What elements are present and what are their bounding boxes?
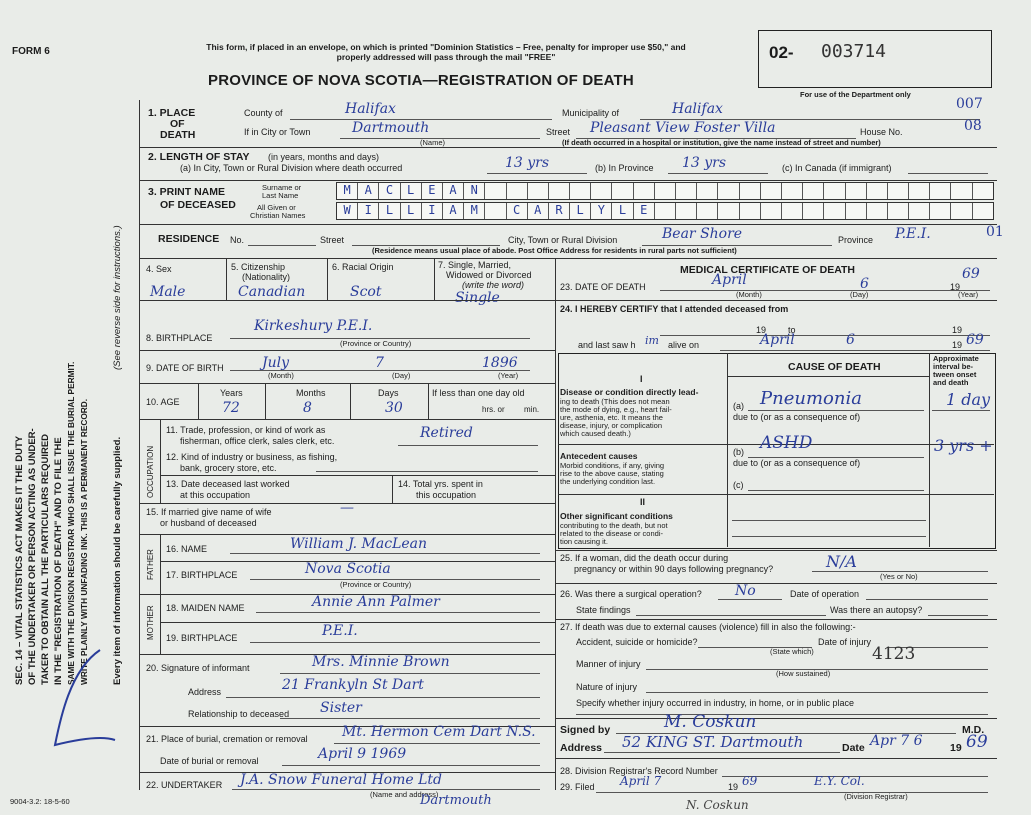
birthplace-label: 8. BIRTHPLACE xyxy=(146,333,213,343)
filed-19: 19 xyxy=(728,782,739,792)
given-grid xyxy=(336,202,994,220)
other-label-1: Other significant conditions xyxy=(560,511,673,521)
signed-year: 69 xyxy=(966,732,988,752)
death-day: 6 xyxy=(860,276,869,292)
signed-label: Signed by xyxy=(560,724,611,736)
name-letter-box xyxy=(697,203,718,219)
name-letter-box: M xyxy=(464,203,485,219)
name-letter-box xyxy=(485,203,506,219)
place-label-1: 1. PLACE xyxy=(148,107,196,119)
name-letter-box xyxy=(591,183,612,199)
last-month: April xyxy=(760,332,795,348)
name-letter-box xyxy=(612,183,633,199)
age-years-label: Years xyxy=(220,388,243,398)
age-months-label: Months xyxy=(296,388,326,398)
name-letter-box: M xyxy=(337,183,358,199)
ante-label-3: rise to the above cause, stating xyxy=(560,469,664,478)
name-letter-box xyxy=(930,183,951,199)
name-letter-box: C xyxy=(379,183,400,199)
residence-no-label: No. xyxy=(230,235,245,245)
nature: Nature of injury xyxy=(576,682,638,692)
cause-a-interval: 1 day xyxy=(946,390,991,409)
last-saw-pronoun: im xyxy=(645,334,659,347)
death-month-label: (Month) xyxy=(736,290,762,299)
undertaker-addr: Dartmouth xyxy=(420,793,492,808)
a26: No xyxy=(735,583,756,599)
name-label-2: OF DECEASED xyxy=(160,199,236,211)
name-letter-box: A xyxy=(443,203,464,219)
name-letter-box: N xyxy=(464,183,485,199)
occ-q12-2: bank, grocery store, etc. xyxy=(180,463,277,473)
mother-side: MOTHER xyxy=(146,605,155,640)
age-label: 10. AGE xyxy=(146,397,180,407)
form-title: PROVINCE OF NOVA SCOTIA—REGISTRATION OF DEATH xyxy=(208,72,634,89)
autopsy: Was there an autopsy? xyxy=(830,605,923,615)
interval-2: interval be- xyxy=(933,362,974,371)
stay-b-label: (b) In Province xyxy=(595,163,654,173)
informant-addr-label: Address xyxy=(188,687,222,697)
citizenship-label-2: (Nationality) xyxy=(242,272,291,282)
registrar-check-mark xyxy=(40,640,120,760)
name-letter-box xyxy=(909,203,930,219)
physician-signature: M. Coskun xyxy=(664,712,757,732)
house-code: 08 xyxy=(964,118,982,134)
state-which: (State which) xyxy=(770,647,814,656)
how-sustained: (How sustained) xyxy=(776,669,831,678)
q24-to: to xyxy=(788,325,796,335)
name-letter-box xyxy=(973,203,993,219)
dept-use: For use of the Department only xyxy=(800,90,911,99)
other-label-2: contributing to the death, but not xyxy=(560,521,668,530)
name-letter-box xyxy=(549,183,570,199)
part-2: II xyxy=(640,497,646,507)
accident: Accident, suicide or homicide? xyxy=(576,637,698,647)
cause-b: ASHD xyxy=(760,433,813,453)
filed-date: April 7 xyxy=(620,774,662,788)
name-letter-box xyxy=(803,203,824,219)
father-side: FATHER xyxy=(146,549,155,580)
mother-bp-label: 19. BIRTHPLACE xyxy=(166,633,238,643)
ante-label-1: Antecedent causes xyxy=(560,451,638,461)
name-letter-box xyxy=(846,203,867,219)
citizenship-label-1: 5. Citizenship xyxy=(231,262,286,272)
name-letter-box xyxy=(973,183,993,199)
burial-place-label: 21. Place of burial, cremation or removal xyxy=(146,734,308,744)
surname-label-2: Last Name xyxy=(262,191,299,200)
sidebar-note2: (See reverse side for instructions.) xyxy=(112,225,123,370)
name-label-1: 3. PRINT NAME xyxy=(148,186,226,198)
given-label-2: Christian Names xyxy=(250,211,306,220)
due-to-1: due to (or as a consequence of) xyxy=(733,412,861,422)
age-months: 8 xyxy=(303,400,312,416)
spouse-label-2: or husband of deceased xyxy=(160,518,257,528)
form-label: FORM 6 xyxy=(12,46,50,57)
name-letter-box xyxy=(718,183,739,199)
surname-grid xyxy=(336,182,994,200)
given-label-1: All Given or xyxy=(257,203,296,212)
medical-title: MEDICAL CERTIFICATE OF DEATH xyxy=(680,264,855,276)
county-label: County of xyxy=(244,108,283,118)
q24-19a: 19 xyxy=(756,325,767,335)
undertaker-value: J.A. Snow Funeral Home Ltd xyxy=(240,772,442,788)
marital-value: Single xyxy=(455,290,500,306)
part-1: I xyxy=(640,374,643,384)
name-letter-box: L xyxy=(379,203,400,219)
dob-label: 9. DATE OF BIRTH xyxy=(146,363,224,373)
city-label: If in City or Town xyxy=(244,127,311,137)
father-prov: (Province or Country) xyxy=(340,580,412,589)
occ-q13-2: at this occupation xyxy=(180,490,251,500)
undertaker-name-addr: (Name and address) xyxy=(370,790,439,799)
marital-label-2: Widowed or Divorced xyxy=(446,270,532,280)
stay-sub: (in years, months and days) xyxy=(268,152,380,162)
surname-label-1: Surname or xyxy=(262,183,302,192)
informant-rel: Sister xyxy=(320,700,362,716)
q28: 28. Division Registrar's Record Number xyxy=(560,766,718,776)
last-saw-alive: alive on xyxy=(668,340,700,350)
name-letter-box: A xyxy=(443,183,464,199)
name-letter-box xyxy=(867,203,888,219)
name-letter-box: A xyxy=(528,203,549,219)
sidebar-line: IN THE "REGISTRATION OF DEATH" AND TO FILE THE xyxy=(53,437,64,685)
informant-rel-label: Relationship to deceased xyxy=(188,709,290,719)
name-letter-box: L xyxy=(612,203,633,219)
dob-year: 1896 xyxy=(482,355,518,371)
stay-b-value: 13 yrs xyxy=(682,155,727,171)
name-letter-box: Y xyxy=(591,203,612,219)
last-saw-label: and last saw h xyxy=(578,340,636,350)
name-letter-box: L xyxy=(401,183,422,199)
due-to-2: due to (or as a consequence of) xyxy=(733,458,861,468)
age-years: 72 xyxy=(222,400,240,416)
stay-label: 2. LENGTH OF STAY xyxy=(148,151,250,163)
burial-date-label: Date of burial or removal xyxy=(160,756,259,766)
other-label-3: related to the disease or condi- xyxy=(560,529,663,538)
name-letter-box xyxy=(930,203,951,219)
yes-no-25: (Yes or No) xyxy=(880,572,918,581)
name-letter-box xyxy=(824,183,845,199)
city-value: Dartmouth xyxy=(352,120,430,136)
name-letter-box xyxy=(718,203,739,219)
bottom-name: N. Coskun xyxy=(686,798,749,812)
date-label: Date xyxy=(842,742,865,754)
sidebar-line: TAKER TO OBTAIN ALL THE PARTICULARS REQUIRED xyxy=(40,433,51,685)
name-letter-box xyxy=(676,203,697,219)
citizenship-value: Canadian xyxy=(238,284,306,300)
dob-year-label: (Year) xyxy=(498,371,519,380)
name-letter-box xyxy=(909,183,930,199)
sidebar-instructions xyxy=(14,130,144,690)
q24-19b: 19 xyxy=(952,325,963,335)
father-bp-label: 17. BIRTHPLACE xyxy=(166,570,238,580)
undertaker-label: 22. UNDERTAKER xyxy=(146,780,223,790)
date-inj: Date of injury xyxy=(818,637,872,647)
street-label: Street xyxy=(546,127,571,137)
mother-maiden: Annie Ann Palmer xyxy=(312,594,440,610)
occ-q13-1: 13. Date deceased last worked xyxy=(166,479,290,489)
sidebar-note: Every item of information should be carefully supplied. xyxy=(112,436,123,685)
name-letter-box xyxy=(740,183,761,199)
name-letter-box: I xyxy=(358,203,379,219)
street-value: Pleasant View Foster Villa xyxy=(590,120,776,136)
footer-code: 9004-3.2: 18-5-60 xyxy=(10,797,70,806)
death-day-label: (Day) xyxy=(850,290,869,299)
sex-label: 4. Sex xyxy=(146,264,172,274)
min-label: min. xyxy=(524,405,540,414)
name-letter-box: R xyxy=(549,203,570,219)
residence-code: 01 xyxy=(986,224,1004,240)
residence-street-label: Street xyxy=(320,235,345,245)
q27: 27. If death was due to external causes (violence) fill in also the following:- xyxy=(560,622,856,632)
reg-prefix: 02- xyxy=(769,43,794,62)
q24-label: 24. I HEREBY CERTIFY that I attended deceased from xyxy=(560,304,789,314)
place-label-3: DEATH xyxy=(160,129,196,141)
residence-city-label: City, Town or Rural Division xyxy=(508,235,618,245)
informant-sig-label: 20. Signature of informant xyxy=(146,663,250,673)
name-letter-box xyxy=(570,183,591,199)
name-letter-box xyxy=(782,183,803,199)
burial-date: April 9 1969 xyxy=(318,746,407,762)
name-letter-box xyxy=(761,203,782,219)
disease-label-2: ing to death (This does not mean xyxy=(560,397,670,406)
name-letter-box xyxy=(655,203,676,219)
code-4123: 4123 xyxy=(872,644,916,664)
marital-label-1: 7. Single, Married, xyxy=(438,260,512,270)
cause-a: Pneumonia xyxy=(760,388,862,409)
occ-q14-1: 14. Total yrs. spent in xyxy=(398,479,483,489)
disease-label-1: Disease or condition directly lead- xyxy=(560,387,699,397)
cause-b-label: (b) xyxy=(733,447,744,457)
name-letter-box xyxy=(485,183,506,199)
last-19: 19 xyxy=(952,340,963,350)
ante-label-4: the underlying condition last. xyxy=(560,477,656,486)
manner: Manner of injury xyxy=(576,659,641,669)
death-year-label: (Year) xyxy=(958,290,979,299)
death-year: 69 xyxy=(962,266,980,282)
muni-code: 007 xyxy=(956,96,983,112)
mother-maiden-label: 18. MAIDEN NAME xyxy=(166,603,245,613)
residence-label: RESIDENCE xyxy=(158,233,220,245)
name-letter-box xyxy=(867,183,888,199)
racial-label: 6. Racial Origin xyxy=(332,262,394,272)
name-letter-box xyxy=(888,183,909,199)
sidebar-line: WRITE PLAINLY WITH UNFADING INK. THIS IS A PERMANENT RECORD. xyxy=(79,398,89,685)
name-letter-box xyxy=(846,183,867,199)
signed-19: 19 xyxy=(950,742,962,754)
stay-a-label: (a) In City, Town or Rural Division where death occurred xyxy=(180,163,403,173)
informant-sig: Mrs. Minnie Brown xyxy=(312,654,450,670)
spouse-label-1: 15. If married give name of wife xyxy=(146,507,272,517)
disease-label-3: the mode of dying, e.g., heart fail- xyxy=(560,405,672,414)
header-notice: This form, if placed in an envelope, on which is printed "Dominion Statistics – Free, penalty for improper use $50," and properly addressed will pass through the mail "FREE" xyxy=(206,42,686,62)
registrar-sig: E.Y. Col. xyxy=(814,774,865,788)
name-letter-box: W xyxy=(337,203,358,219)
racial-value: Scot xyxy=(350,284,382,300)
occ-q12-1: 12. Kind of industry or business, as fishing, xyxy=(166,452,338,462)
sex-value: Male xyxy=(150,284,186,300)
stay-c-label: (c) In Canada (if immigrant) xyxy=(782,163,892,173)
registrar-label: (Division Registrar) xyxy=(844,792,908,801)
registration-number-box xyxy=(758,30,992,88)
father-name: William J. MacLean xyxy=(290,536,428,552)
name-letter-box: E xyxy=(422,183,443,199)
birthplace-value: Kirkeshury P.E.I. xyxy=(254,318,373,334)
disease-label-6: which caused death.) xyxy=(560,429,631,438)
father-bp: Nova Scotia xyxy=(305,561,391,577)
q23-label: 23. DATE OF DEATH xyxy=(560,282,646,292)
other-label-4: tion causing it. xyxy=(560,537,608,546)
q29: 29. Filed xyxy=(560,782,595,792)
name-letter-box: C xyxy=(507,203,528,219)
interval-1: Approximate xyxy=(933,354,979,363)
interval-4: and death xyxy=(933,378,969,387)
mother-bp: P.E.I. xyxy=(322,623,358,639)
name-letter-box xyxy=(888,203,909,219)
name-letter-box xyxy=(528,183,549,199)
age-days-label: Days xyxy=(378,388,399,398)
cause-title: CAUSE OF DEATH xyxy=(788,361,881,373)
marital-label-3: (write the word) xyxy=(462,280,525,290)
name-letter-box: I xyxy=(422,203,443,219)
stay-a-value: 13 yrs xyxy=(505,155,550,171)
municipality-label: Municipality of xyxy=(562,108,620,118)
name-letter-box xyxy=(676,183,697,199)
name-letter-box xyxy=(655,183,676,199)
filed-year: 69 xyxy=(742,774,758,788)
occ-q14-2: this occupation xyxy=(416,490,477,500)
residence-province: P.E.I. xyxy=(895,226,931,242)
cause-b-interval: 3 yrs + xyxy=(934,436,993,455)
md-label: M.D. xyxy=(962,724,985,736)
signed-date: Apr 7 6 xyxy=(870,733,923,749)
disease-label-5: disease, injury, or complication xyxy=(560,421,662,430)
spouse-value: — xyxy=(340,500,354,516)
date-op: Date of operation xyxy=(790,589,860,599)
specify: Specify whether injury occurred in industry, in home, or in public place xyxy=(576,698,854,708)
name-letter-box: E xyxy=(634,203,655,219)
occupation-side: OCCUPATION xyxy=(146,445,155,498)
name-letter-box: L xyxy=(570,203,591,219)
name-letter-box xyxy=(951,183,972,199)
q26: 26. Was there a surgical operation? xyxy=(560,589,702,599)
dob-day-label: (Day) xyxy=(392,371,411,380)
place-label-2: OF xyxy=(170,118,185,130)
ante-label-2: Morbid conditions, if any, giving xyxy=(560,461,665,470)
name-letter-box xyxy=(634,183,655,199)
name-letter-box: A xyxy=(358,183,379,199)
sidebar-line: OF THE UNDERTAKER OR PERSON ACTING AS UNDER- xyxy=(27,428,38,685)
name-letter-box xyxy=(507,183,528,199)
father-name-label: 16. NAME xyxy=(166,544,208,554)
informant-addr: 21 Frankyln St Dart xyxy=(282,677,424,693)
death-year-prefix: 19 xyxy=(950,282,961,292)
dob-month: July xyxy=(262,355,290,371)
sidebar-line: SEC. 14 – VITAL STATISTICS ACT MAKES IT THE DUTY xyxy=(14,435,25,685)
occ-q11-1: 11. Trade, profession, or kind of work as xyxy=(166,425,326,435)
name-note: (Name) xyxy=(420,138,446,147)
q25-2: pregnancy or within 90 days following pregnancy? xyxy=(574,564,774,574)
name-letter-box xyxy=(782,203,803,219)
name-letter-box xyxy=(740,203,761,219)
state-findings: State findings xyxy=(576,605,631,615)
residence-city: Bear Shore xyxy=(662,226,743,242)
less-day: If less than one day old xyxy=(432,388,525,398)
cause-c-label: (c) xyxy=(733,480,744,490)
house-label: House No. xyxy=(860,127,903,137)
place-note: (If death occurred in a hospital or institution, give the name instead of street and number) xyxy=(562,138,881,147)
name-letter-box xyxy=(803,183,824,199)
occ-q11-2: fisherman, office clerk, sales clerk, etc. xyxy=(180,436,335,446)
disease-label-4: ure, asthenia, etc. It means the xyxy=(560,413,663,422)
sidebar-line: SAME WITH THE DIVISION REGISTRAR WHO SHALL ISSUE THE BURIAL PERMIT. xyxy=(66,361,76,685)
interval-3: tween onset xyxy=(933,370,977,379)
name-letter-box xyxy=(951,203,972,219)
reg-value: 003714 xyxy=(821,41,887,62)
q25-1: 25. If a woman, did the death occur during xyxy=(560,553,729,563)
occ-a11: Retired xyxy=(420,425,473,441)
residence-province-label: Province xyxy=(838,235,874,245)
name-letter-box xyxy=(761,183,782,199)
age-days: 30 xyxy=(385,400,403,416)
a25: N/A xyxy=(826,552,857,571)
last-year: 69 xyxy=(966,332,984,348)
death-month: April xyxy=(712,272,747,288)
name-letter-box: L xyxy=(401,203,422,219)
physician-address: 52 KING ST. Dartmouth xyxy=(622,733,804,751)
municipality-value: Halifax xyxy=(672,101,723,117)
address-label: Address xyxy=(560,742,603,754)
dob-month-label: (Month) xyxy=(268,371,294,380)
dob-day: 7 xyxy=(375,355,384,371)
hrs-label: hrs. or xyxy=(482,405,505,414)
name-letter-box xyxy=(697,183,718,199)
cause-a-label: (a) xyxy=(733,401,744,411)
last-day: 6 xyxy=(846,332,855,348)
county-value: Halifax xyxy=(345,101,396,117)
birthplace-prov: (Province or Country) xyxy=(340,339,412,348)
burial-place: Mt. Hermon Cem Dart N.S. xyxy=(342,724,536,740)
residence-note: (Residence means usual place of abode. Post Office Address for residents in rural parts not sufficient) xyxy=(372,246,737,255)
name-letter-box xyxy=(824,203,845,219)
